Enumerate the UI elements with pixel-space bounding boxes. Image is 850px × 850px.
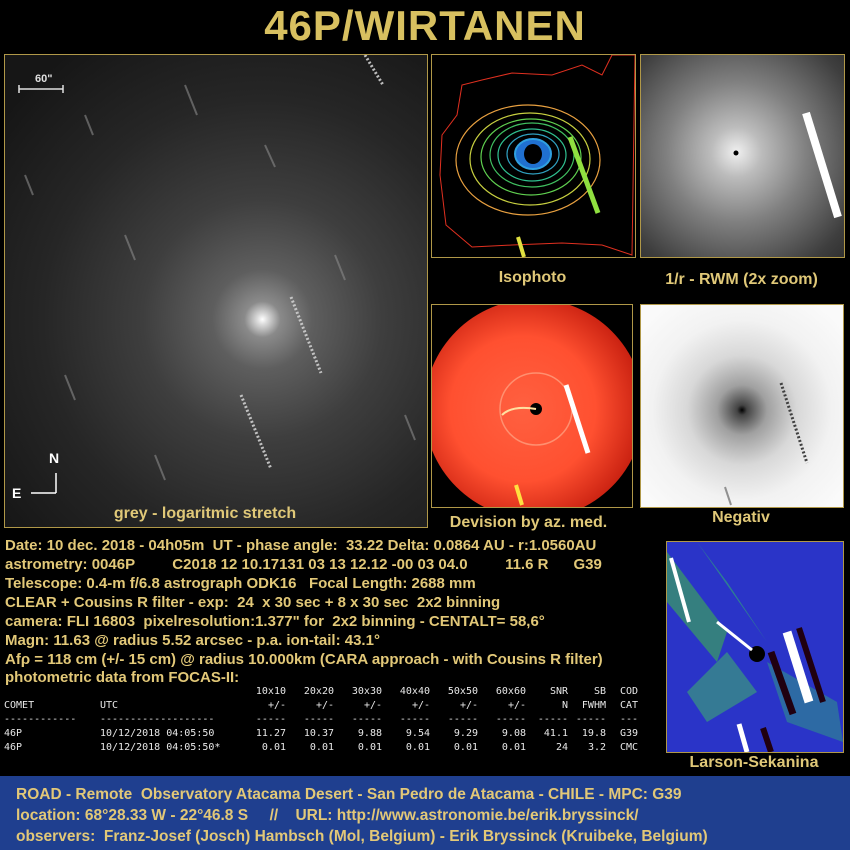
table-separator-cell: ----- xyxy=(351,714,382,725)
table-separator-cell: ------------ xyxy=(4,714,77,725)
table-cell: 10/12/2018 04:05:50 xyxy=(100,728,215,739)
page-title: 46P/WIRTANEN xyxy=(264,2,586,49)
table-header-cell: CAT xyxy=(619,700,638,711)
table-header-cell: 40x40 xyxy=(399,686,430,697)
info-date: Date: 10 dec. 2018 - 04h05m UT - phase angle: 33.22 Delta: 0.0864 AU - r:1.0560AU xyxy=(5,537,597,554)
table-cell: 9.29 xyxy=(453,728,478,739)
scale-bar-label: 60" xyxy=(35,73,53,85)
table-separator-cell: ------------------- xyxy=(100,714,215,725)
photometry-table xyxy=(4,686,638,756)
main-image-caption: grey - logaritmic stretch xyxy=(113,505,297,522)
azmed-features xyxy=(432,305,632,507)
larson-panel xyxy=(666,541,844,753)
table-separator-cell: ----- xyxy=(537,714,568,725)
table-header-cell: SNR xyxy=(549,686,568,697)
table-cell: 0.01 xyxy=(309,742,334,753)
larson-caption: Larson-Sekanina xyxy=(689,754,819,771)
table-cell: 0.01 xyxy=(501,742,526,753)
table-cell: CMC xyxy=(619,742,638,753)
table-cell: 19.8 xyxy=(581,728,606,739)
info-telescope: Telescope: 0.4-m f/6.8 astrograph ODK16 Focal Length: 2688 mm xyxy=(5,575,476,592)
table-cell: G39 xyxy=(619,728,638,739)
table-separator-cell: ----- xyxy=(399,714,430,725)
table-cell: 46P xyxy=(4,742,23,753)
table-header-cell xyxy=(4,686,100,700)
star-trails xyxy=(5,55,427,527)
table-header-cell: +/- xyxy=(507,700,526,711)
table-header-cell: SB xyxy=(593,686,606,697)
table-cell: 3.2 xyxy=(587,742,606,753)
table-cell: 41.1 xyxy=(543,728,568,739)
isophoto-caption: Isophoto xyxy=(498,269,567,286)
table-separator-cell: ----- xyxy=(575,714,606,725)
table-cell: 11.27 xyxy=(255,728,286,739)
table-cell: 10.37 xyxy=(303,728,334,739)
info-astrometry: astrometry: 0046P C2018 12 10.17131 03 13 12.12 -00 03 04.0 11.6 R G39 xyxy=(5,556,602,573)
isophote-contours xyxy=(432,55,635,257)
table-cell: 46P xyxy=(4,728,23,739)
info-afrho: Afρ = 118 cm (+/- 15 cm) @ radius 10.000km (CARA approach - with Cousins R filter) xyxy=(5,651,603,668)
rwm-features xyxy=(641,55,844,257)
info-photometric: photometric data from FOCAS-II: xyxy=(5,669,240,686)
rwm-caption: 1/r - RWM (2x zoom) xyxy=(665,271,818,288)
table-header-cell: 20x20 xyxy=(303,686,334,697)
footer-location-url: location: 68°28.33 W - 22°46.8 S // URL: http://www.astronomie.be/erik.bryssinck/ xyxy=(16,807,639,824)
table-header-cell: 60x60 xyxy=(495,686,526,697)
negativ-panel xyxy=(640,304,844,508)
table-header-cell xyxy=(100,686,242,700)
negativ-caption: Negativ xyxy=(712,509,770,526)
info-magnitude: Magn: 11.63 @ radius 5.52 arcsec - p.a. ion-tail: 43.1° xyxy=(5,632,380,649)
table-header-cell: +/- xyxy=(459,700,478,711)
rwm-panel xyxy=(640,54,845,258)
isophoto-panel xyxy=(431,54,636,258)
table-row xyxy=(4,742,638,756)
table-header-cell: 30x30 xyxy=(351,686,382,697)
table-separator-cell: ----- xyxy=(495,714,526,725)
table-header-cell: 10x10 xyxy=(255,686,286,697)
main-comet-image xyxy=(4,54,428,528)
table-header-row xyxy=(4,700,638,714)
larson-features xyxy=(667,542,843,752)
table-cell: 10/12/2018 04:05:50* xyxy=(100,742,221,753)
table-cell: 0.01 xyxy=(453,742,478,753)
table-cell: 9.08 xyxy=(501,728,526,739)
table-separator-cell: ----- xyxy=(255,714,286,725)
table-cell: 0.01 xyxy=(261,742,286,753)
table-header-cell: 50x50 xyxy=(447,686,478,697)
table-header-cell: FWHM xyxy=(581,700,606,711)
table-header-cell: +/- xyxy=(411,700,430,711)
table-row xyxy=(4,728,638,742)
table-header-row xyxy=(4,686,638,700)
table-header-cell: COD xyxy=(619,686,638,697)
info-camera: camera: FLI 16803 pixelresolution:1.377" for 2x2 binning - CENTALT= 58,6° xyxy=(5,613,545,630)
footer-bar xyxy=(0,776,850,850)
info-filter: CLEAR + Cousins R filter - exp: 24 x 30 sec + 8 x 30 sec 2x2 binning xyxy=(5,594,501,611)
table-header-cell: +/- xyxy=(363,700,382,711)
table-header-cell: +/- xyxy=(315,700,334,711)
table-cell: 9.54 xyxy=(405,728,430,739)
table-cell: 0.01 xyxy=(405,742,430,753)
azmed-panel xyxy=(431,304,633,508)
north-label: N xyxy=(49,450,60,466)
table-separator-cell: ----- xyxy=(447,714,478,725)
footer-observatory: ROAD - Remote Observatory Atacama Desert - San Pedro de Atacama - CHILE - MPC: G39 xyxy=(16,786,682,803)
table-separator-cell: --- xyxy=(619,714,638,725)
table-cell: 9.88 xyxy=(357,728,382,739)
table-header-cell: +/- xyxy=(267,700,286,711)
table-cell: 0.01 xyxy=(357,742,382,753)
table-header-cell: N xyxy=(561,700,568,711)
footer-observers: observers: Franz-Josef (Josch) Hambsch (Mol, Belgium) - Erik Bryssinck (Kruibeke, Belgium) xyxy=(16,828,708,845)
table-cell: 24 xyxy=(555,742,568,753)
azmed-caption: Devision by az. med. xyxy=(449,514,608,531)
table-header-cell: UTC xyxy=(100,700,119,711)
table-separator-row xyxy=(4,714,638,728)
table-header-cell: COMET xyxy=(4,700,35,711)
east-label: E xyxy=(12,485,22,501)
negativ-features xyxy=(641,305,843,507)
table-separator-cell: ----- xyxy=(303,714,334,725)
